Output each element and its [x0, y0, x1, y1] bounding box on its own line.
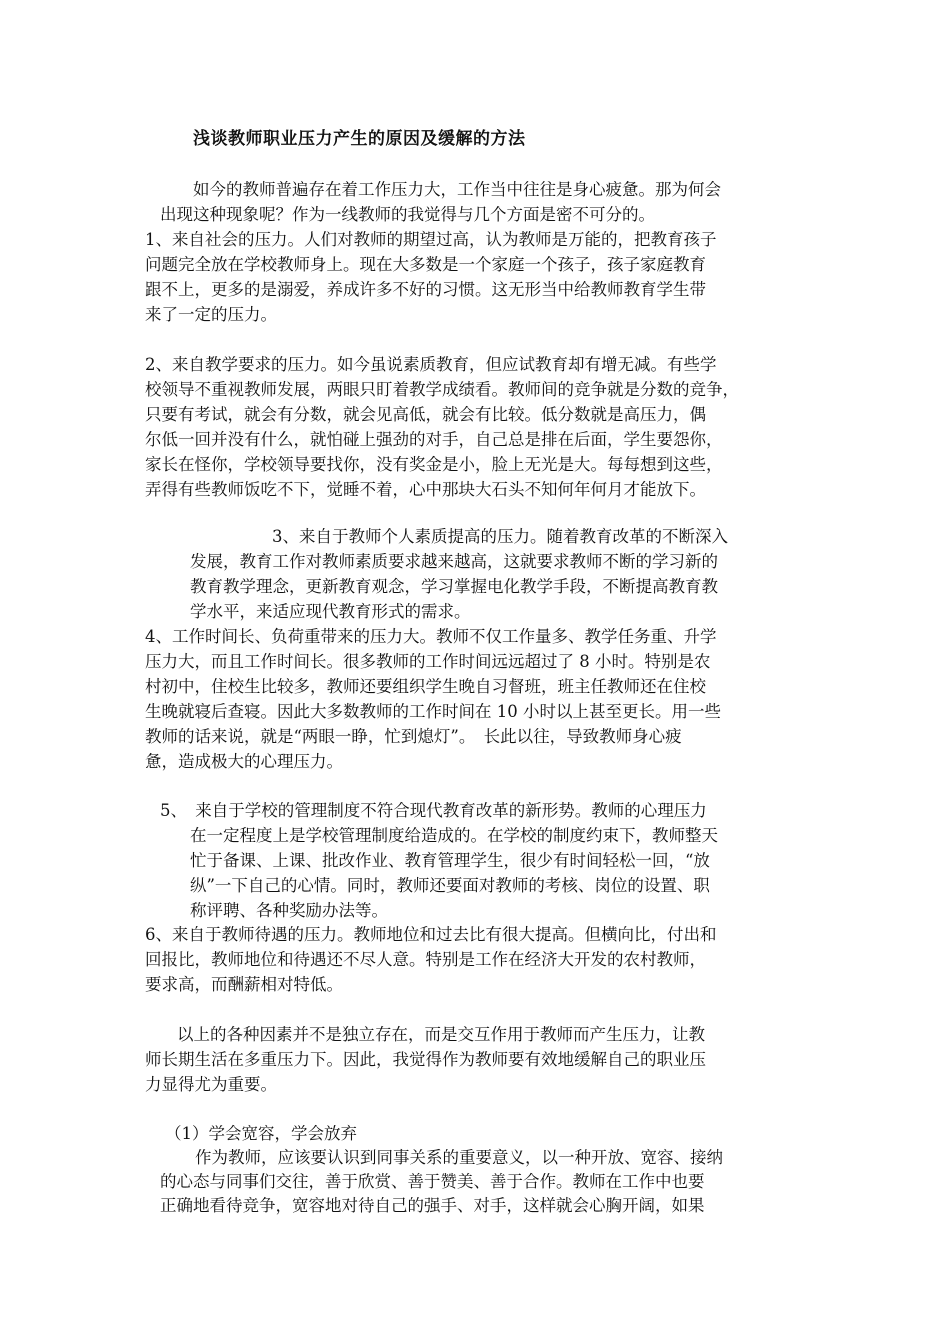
text-line: 纵”一下自己的心情。同时，教师还要面对教师的考核、岗位的设置、职 [190, 876, 710, 895]
text-line: 尔低一回并没有什么，就怕碰上强劲的对手，自己总是排在后面，学生要怨你， [145, 430, 723, 449]
text-line: 家长在怪你，学校领导要找你，没有奖金是小，脸上无光是大。每每想到这些， [145, 455, 723, 474]
text-line: 只要有考试，就会有分数，就会见高低，就会有比较。低分数就是高压力，偶 [145, 405, 706, 424]
text-line: 忙于备课、上课、批改作业、教育管理学生，很少有时间轻松一回，“放 [190, 851, 710, 870]
text-line: 来了一定的压力。 [145, 305, 277, 324]
text-line: 如今的教师普遍存在着工作压力大，工作当中往往是身心疲惫。那为何会 [193, 180, 721, 199]
text-line: 要求高，而酬薪相对特低。 [145, 975, 343, 994]
text-line: 出现这种现象呢？作为一线教师的我觉得与几个方面是密不可分的。 [160, 205, 655, 224]
text-line: 村初中，住校生比较多，教师还要组织学生晚自习督班，班主任教师还在住校 [145, 677, 706, 696]
text-line: 5、 来自于学校的管理制度不符合现代教育改革的新形势。教师的心理压力 [160, 801, 707, 820]
text-line: 3、来自于教师个人素质提高的压力。随着教育改革的不断深入 [272, 527, 728, 546]
text-line: 发展，教育工作对教师素质要求越来越高，这就要求教师不断的学习新的 [190, 552, 718, 571]
text-line: 弄得有些教师饭吃不下，觉睡不着，心中那块大石头不知何年何月才能放下。 [145, 480, 706, 499]
text-line: 校领导不重视教师发展，两眼只盯着教学成绩看。教师间的竞争就是分数的竞争， [145, 380, 739, 399]
text-line: 力显得尤为重要。 [145, 1075, 277, 1094]
text-line: 6、来自于教师待遇的压力。教师地位和过去比有很大提高。但横向比，付出和 [145, 925, 717, 944]
text-line: 4、工作时间长、负荷重带来的压力大。教师不仅工作量多、教学任务重、升学 [145, 627, 717, 646]
text-line: 称评聘、各种奖励办法等。 [190, 901, 388, 920]
text-line: 师长期生活在多重压力下。因此，我觉得作为教师要有效地缓解自己的职业压 [145, 1050, 706, 1069]
text-line: 在一定程度上是学校管理制度给造成的。在学校的制度约束下，教师整天 [190, 826, 718, 845]
text-line: 跟不上，更多的是溺爱，养成许多不好的习惯。这无形当中给教师教育学生带 [145, 280, 706, 299]
text-line: 正确地看待竞争，宽容地对待自己的强手、对手，这样就会心胸开阔，如果 [160, 1196, 705, 1215]
text-line: 压力大，而且工作时间长。很多教师的工作时间远远超过了 8 小时。特别是农 [145, 652, 711, 671]
text-line: 回报比，教师地位和待遇还不尽人意。特别是工作在经济大开发的农村教师， [145, 950, 706, 969]
text-line: 作为教师，应该要认识到同事关系的重要意义，以一种开放、宽容、接纳 [195, 1148, 723, 1167]
text-line: 以上的各种因素并不是独立存在，而是交互作用于教师而产生压力，让教 [177, 1025, 705, 1044]
text-line: 1、来自社会的压力。人们对教师的期望过高，认为教师是万能的，把教育孩子 [145, 230, 717, 249]
text-line: 学水平，来适应现代教育形式的需求。 [190, 602, 471, 621]
text-line: 生晚就寝后查寝。因此大多数教师的工作时间在 10 小时以上甚至更长。用一些 [145, 702, 721, 721]
text-line: 的心态与同事们交往，善于欣赏、善于赞美、善于合作。教师在工作中也要 [160, 1172, 705, 1191]
text-line: （1）学会宽容，学会放弃 [165, 1124, 357, 1143]
document-title: 浅谈教师职业压力产生的原因及缓解的方法 [193, 129, 526, 149]
text-line: 惫，造成极大的心理压力。 [145, 752, 343, 771]
text-line: 问题完全放在学校教师身上。现在大多数是一个家庭一个孩子，孩子家庭教育 [145, 255, 706, 274]
text-line: 教育教学理念，更新教育观念，学习掌握电化教学手段，不断提高教育教 [190, 577, 718, 596]
text-line: 教师的话来说，就是“两眼一睁，忙到熄灯”。 长此以往，导致教师身心疲 [145, 727, 682, 746]
text-line: 2、来自教学要求的压力。如今虽说素质教育，但应试教育却有增无减。有些学 [145, 355, 717, 374]
